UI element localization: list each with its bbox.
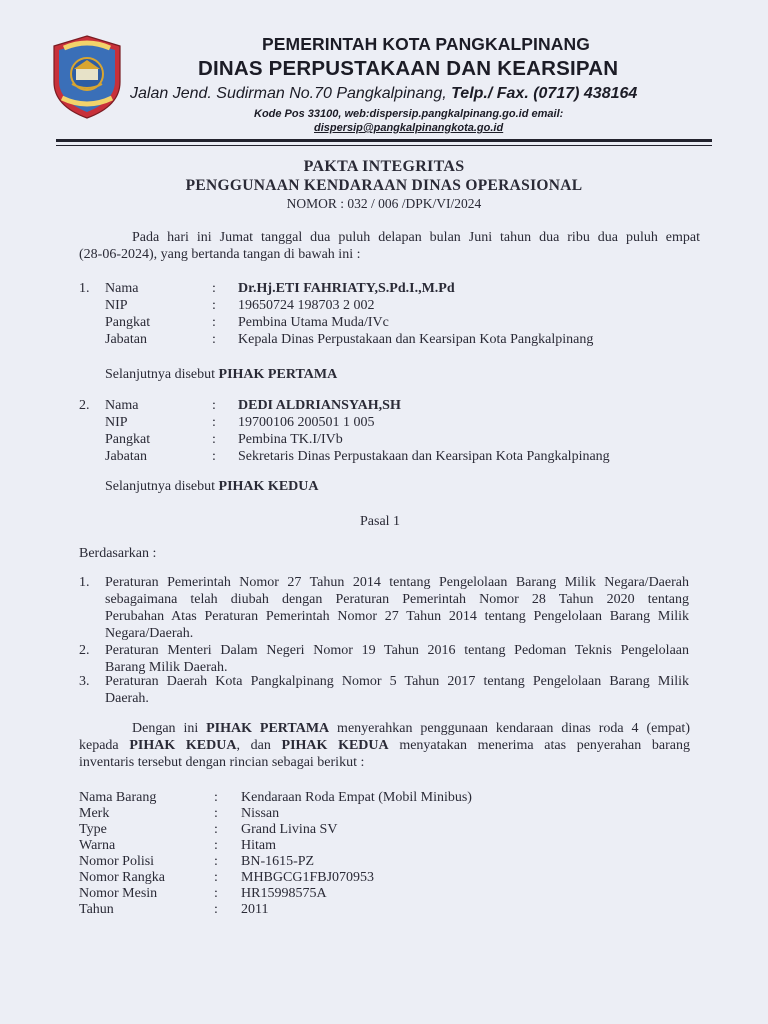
- colon: :: [214, 790, 218, 805]
- colon: :: [214, 822, 218, 837]
- document-title: PAKTA INTEGRITAS: [303, 158, 465, 175]
- handover-line-3: inventaris tersebut dengan rincian sebagai berikut :: [79, 755, 365, 770]
- legal-item-1-line-1: Peraturan Pemerintah Nomor 27 Tahun 2014 tentang Pengelolaan Barang Milik Negara/Daerah: [105, 575, 689, 590]
- handover-text: , dan: [236, 738, 282, 753]
- government-name: PEMERINTAH KOTA PANGKALPINANG: [262, 34, 590, 54]
- pihak-kedua-label: PIHAK KEDUA: [281, 738, 389, 753]
- field-label: Jabatan: [105, 449, 147, 464]
- letterhead-rule-thin: [56, 145, 712, 146]
- article-intro: Berdasarkan :: [79, 546, 157, 561]
- legal-item-number: 1.: [79, 575, 90, 590]
- city-emblem-logo: [50, 34, 124, 120]
- party2-position: Sekretaris Dinas Perpustakaan dan Kearsipan Kota Pangkalpinang: [238, 449, 610, 464]
- vehicle-label: Merk: [79, 806, 110, 821]
- colon: :: [212, 298, 216, 313]
- colon: :: [214, 886, 218, 901]
- legal-item-number: 2.: [79, 643, 90, 658]
- handover-text: menyerahkan penggunaan kendaraan dinas roda 4 (empat): [329, 721, 690, 736]
- handover-text: menyatakan menerima atas penyerahan barang: [388, 738, 690, 753]
- field-label: Pangkat: [105, 315, 151, 330]
- vehicle-value: Kendaraan Roda Empat (Mobil Minibus): [241, 790, 472, 805]
- field-label: NIP: [105, 298, 128, 313]
- party1-index: 1.: [79, 281, 90, 296]
- party1-name: Dr.Hj.ETI FAHRIATY,S.Pd.I.,M.Pd: [238, 281, 455, 296]
- address-text: Jalan Jend. Sudirman No.70 Pangkalpinang,: [130, 85, 452, 102]
- office-address: [130, 85, 637, 103]
- handover-line-1: [132, 720, 690, 737]
- colon: :: [214, 806, 218, 821]
- party2-name: DEDI ALDRIANSYAH,SH: [238, 398, 401, 413]
- legal-item-1-line-3: Perubahan Atas Peraturan Pemerintah Nomor 27 Tahun 2014 tentang Pengelolaan Barang Milik: [105, 609, 689, 624]
- field-label: Nama: [105, 398, 139, 413]
- agency-name: DINAS PERPUSTAKAAN DAN KEARSIPAN: [198, 57, 619, 80]
- article-heading: Pasal 1: [360, 514, 401, 529]
- field-label: NIP: [105, 415, 128, 430]
- party1-designation: [105, 366, 337, 383]
- party2-designation: [105, 478, 319, 495]
- colon: :: [214, 870, 218, 885]
- party1-nip: 19650724 198703 2 002: [238, 298, 375, 313]
- colon: :: [212, 332, 216, 347]
- colon: :: [214, 838, 218, 853]
- vehicle-label: Tahun: [79, 902, 114, 917]
- legal-item-3-line-2: Daerah.: [105, 691, 149, 706]
- legal-item-3-line-1: Peraturan Daerah Kota Pangkalpinang Nomor 5 Tahun 2017 tentang Pengelolaan Barang Milik: [105, 674, 689, 689]
- field-label: Pangkat: [105, 432, 151, 447]
- party2-index: 2.: [79, 398, 90, 413]
- colon: :: [212, 398, 216, 413]
- party1-position: Kepala Dinas Perpustakaan dan Kearsipan Kota Pangkalpinang: [238, 332, 594, 347]
- phone-fax: Telp./ Fax. (0717) 438164: [451, 85, 638, 102]
- pihak-pertama-label: PIHAK PERTAMA: [206, 721, 330, 736]
- colon: :: [214, 854, 218, 869]
- vehicle-value: 2011: [241, 902, 269, 917]
- handover-line-2: [79, 737, 690, 754]
- vehicle-label: Nomor Rangka: [79, 870, 165, 885]
- vehicle-label: Nomor Mesin: [79, 886, 158, 901]
- vehicle-value: Hitam: [241, 838, 276, 853]
- vehicle-label: Warna: [79, 838, 116, 853]
- field-label: Nama: [105, 281, 139, 296]
- vehicle-label: Nama Barang: [79, 790, 157, 805]
- party2-nip: 19700106 200501 1 005: [238, 415, 375, 430]
- postal-web: Kode Pos 33100, web:dispersip.pangkalpinang.go.id email:: [254, 108, 564, 120]
- colon: :: [212, 449, 216, 464]
- legal-item-2-line-1: Peraturan Menteri Dalam Negeri Nomor 19 Tahun 2016 tentang Pedoman Teknis Pengelolaan: [105, 643, 689, 658]
- legal-item-1-line-2: sebagaimana telah diubah dengan Peraturan Pemerintah Nomor 28 Tahun 2020 tentang: [105, 592, 689, 607]
- party2-rank: Pembina TK.I/IVb: [238, 432, 343, 447]
- vehicle-value: MHBGCG1FBJ070953: [241, 870, 375, 885]
- legal-item-2-line-2: Barang Milik Daerah.: [105, 660, 228, 675]
- letterhead-rule-thick: [56, 139, 712, 142]
- designation-prefix: Selanjutnya disebut: [105, 479, 219, 494]
- colon: :: [212, 315, 216, 330]
- agency-email: dispersip@pangkalpinangkota.go.id: [314, 122, 504, 134]
- legal-item-1-line-4: Negara/Daerah.: [105, 626, 194, 641]
- designation-prefix: Selanjutnya disebut: [105, 367, 219, 382]
- pihak-kedua-label: PIHAK KEDUA: [129, 738, 237, 753]
- colon: :: [212, 432, 216, 447]
- opening-line-1: Pada hari ini Jumat tanggal dua puluh delapan bulan Juni tahun dua ribu dua puluh empat: [132, 230, 700, 245]
- vehicle-label: Nomor Polisi: [79, 854, 155, 869]
- party1-rank: Pembina Utama Muda/IVc: [238, 315, 389, 330]
- pihak-pertama-label: PIHAK PERTAMA: [218, 367, 338, 382]
- vehicle-value: Grand Livina SV: [241, 822, 338, 837]
- vehicle-value: BN-1615-PZ: [241, 854, 315, 869]
- colon: :: [214, 902, 218, 917]
- field-label: Jabatan: [105, 332, 147, 347]
- document-subtitle: PENGGUNAAN KENDARAAN DINAS OPERASIONAL: [185, 177, 583, 194]
- colon: :: [212, 281, 216, 296]
- vehicle-value: Nissan: [241, 806, 280, 821]
- vehicle-value: HR15998575A: [241, 886, 327, 901]
- legal-item-number: 3.: [79, 674, 90, 689]
- document-number: NOMOR : 032 / 006 /DPK/VI/2024: [286, 196, 482, 211]
- handover-text: Dengan ini: [132, 721, 207, 736]
- opening-line-2: (28-06-2024), yang bertanda tangan di bawah ini :: [79, 247, 361, 262]
- handover-text: kepada: [79, 738, 130, 753]
- colon: :: [212, 415, 216, 430]
- pihak-kedua-label: PIHAK KEDUA: [218, 479, 319, 494]
- vehicle-label: Type: [79, 822, 107, 837]
